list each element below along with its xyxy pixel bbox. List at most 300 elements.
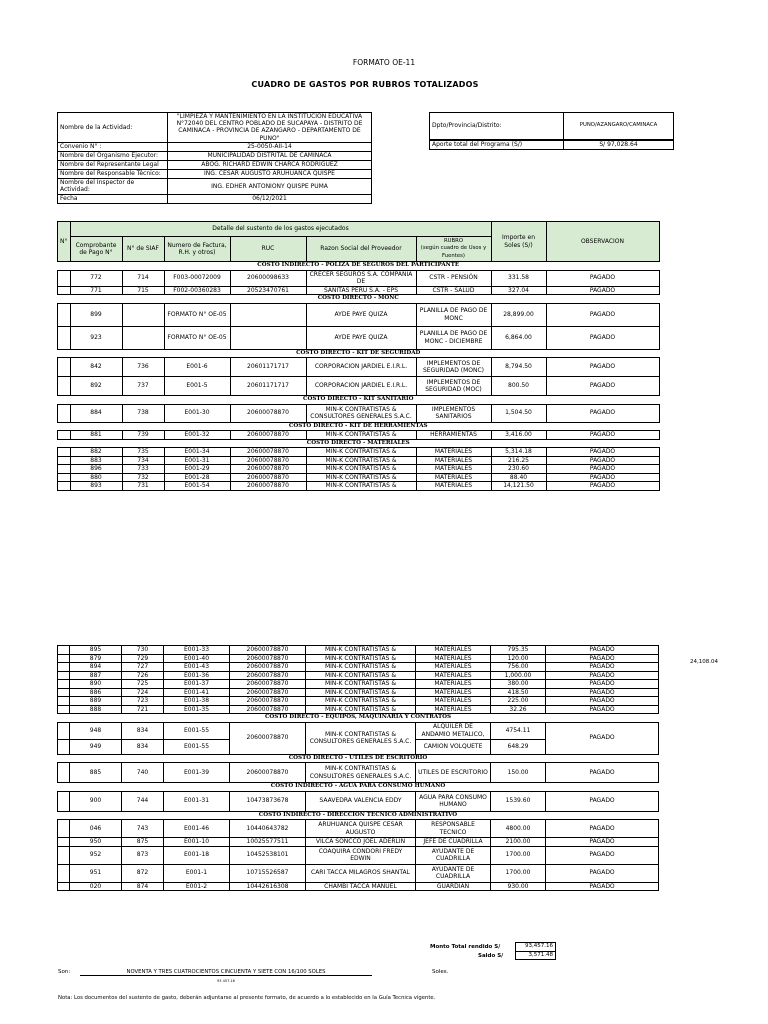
cell-importe: 14,121.50 (491, 482, 546, 491)
cell-observacion: PAGADO (546, 404, 659, 422)
section-row (58, 714, 659, 723)
cell-factura: E001-37 (164, 680, 230, 689)
table-row (58, 882, 659, 891)
cell-importe: 4754.11 (491, 722, 546, 739)
cell-factura: E001-28 (164, 473, 230, 482)
cell-importe: 380.00 (491, 680, 546, 689)
section-title: COSTO INDIRECTO - AGUA PARA CONSUMO HUMANO (58, 783, 659, 792)
table-row (58, 663, 659, 672)
cell-comprobante: 883 (70, 456, 122, 465)
cell-rubro: IMPLEMENTOS SANITARIOS (416, 404, 491, 422)
cell-observacion: PAGADO (546, 722, 659, 754)
table-row (58, 270, 660, 286)
cell-rubro: MATERIALES (416, 646, 491, 655)
cell-observacion: PAGADO (546, 663, 659, 672)
table-row (58, 722, 659, 739)
cell-factura: E001-18 (164, 846, 230, 864)
cell-ruc: 20600078870 (230, 697, 306, 706)
cell-importe: 331.58 (491, 270, 546, 286)
cell-comprobante: 900 (70, 791, 122, 811)
cell-siaf: 723 (122, 697, 164, 706)
cell-factura: E001-31 (164, 791, 230, 811)
cell-siaf: 714 (122, 270, 164, 286)
inspector-label: Nombre del Inspector de Actividad: (58, 178, 168, 194)
cell-factura: FORMATO N° OE-05 (164, 326, 230, 349)
cell-proveedor: AYDE PAYE QUIZA (306, 303, 416, 326)
cell-rubro: PLANILLA DE PAGO DE MONC - DICIEMBRE (416, 326, 491, 349)
cell-factura: E001-29 (164, 465, 230, 474)
cell-factura: E001-30 (164, 404, 230, 422)
cell-importe: 1,000.00 (491, 671, 546, 680)
section-title: COSTO INDIRECTO - DIRECCION TECNICO ADMINISTRATIVO (58, 811, 659, 820)
table-row (58, 680, 659, 689)
saldo-label: Saldo S/ (478, 953, 504, 959)
cell-ruc: 20600078870 (230, 431, 306, 440)
cell-factura: F003-00072009 (164, 270, 230, 286)
table-row (58, 646, 659, 655)
cell-ruc: 20601171717 (230, 358, 306, 377)
cell-ruc: 20600078870 (230, 646, 306, 655)
cell-proveedor: MIN-K CONTRATISTAS & (306, 654, 416, 663)
cell-rubro: RESPONSABLE TECNICO (416, 820, 491, 838)
table-row (58, 791, 659, 811)
cell-importe: 2100.00 (491, 838, 546, 847)
expenses-table-part2 (57, 645, 659, 891)
table-row (58, 654, 659, 663)
table-row (58, 482, 660, 491)
table-row (58, 846, 659, 864)
totals-table (515, 942, 556, 960)
organismo-value: MUNICIPALIDAD DISTRITAL DE CAMINACA (168, 151, 372, 160)
cell-proveedor: MIN-K CONTRATISTAS & (306, 705, 416, 714)
cell-importe: 800.50 (491, 377, 546, 396)
cell-observacion: PAGADO (546, 270, 659, 286)
cell-proveedor: MIN-K CONTRATISTAS & (306, 431, 416, 440)
cell-importe: 1700.00 (491, 846, 546, 864)
cell-rubro: AYUDANTE DE CUADRILLA (416, 864, 491, 882)
table-row (58, 820, 659, 838)
cell-rubro: MATERIALES (416, 465, 491, 474)
cell-proveedor: MIN-K CONTRATISTAS & CONSULTORES GENERALES S.A.C. (306, 404, 416, 422)
cell-comprobante: 948 (70, 722, 122, 739)
cell-siaf: 738 (122, 404, 164, 422)
section-row (58, 295, 660, 304)
cell-proveedor: SANITAS PERU S.A. - EPS (306, 286, 416, 295)
formato-code: FORMATO OE-11 (352, 58, 416, 67)
cell-siaf: 733 (122, 465, 164, 474)
cell-siaf: 731 (122, 482, 164, 491)
cell-proveedor: VILCA SONCCO JOEL ADERLIN (306, 838, 416, 847)
cell-comprobante: 950 (70, 838, 122, 847)
cell-factura: E001-35 (164, 705, 230, 714)
cell-comprobante: 842 (70, 358, 122, 377)
cell-ruc: 10473873678 (230, 791, 306, 811)
section-row (58, 262, 660, 271)
info-row-responsable (58, 169, 372, 178)
cell-rubro: MATERIALES (416, 448, 491, 457)
cell-ruc (230, 326, 306, 349)
cell-comprobante: 895 (70, 646, 122, 655)
cell-ruc: 20600078870 (230, 465, 306, 474)
cell-siaf: 744 (122, 791, 164, 811)
monto-total-value: 93,457.16 (516, 943, 556, 952)
actividad-value: "LIMPIEZA Y MANTENIMIENTO EN LA INSTITUCION EDUCATIVA N°72040 DEL CENTRO POBLADO DE SUCAPAYA - DISTRITO DE CAMINACA - PROVINCIA DE AZANGARO - DEPARTAMENTO DE PUNO" (168, 113, 372, 143)
cell-ruc: 20600078870 (230, 482, 306, 491)
section-row (58, 422, 660, 431)
cell-ruc: 20600078870 (230, 722, 306, 754)
son-value: NOVENTA Y TRES CUATROCIENTOS CINCUENTA Y SIETE CON 16/100 SOLES (80, 969, 372, 976)
cell-importe: 4800.00 (491, 820, 546, 838)
header-detalle: Detalle del sustento de los gastos ejecutados (70, 222, 491, 237)
cell-ruc: 20600078870 (230, 688, 306, 697)
cell-ruc: 20600078870 (230, 663, 306, 672)
cell-importe: 418.50 (491, 688, 546, 697)
cell-siaf: 729 (122, 654, 164, 663)
cell-observacion: PAGADO (546, 838, 659, 847)
cell-factura: E001-34 (164, 448, 230, 457)
convenio-label: Convenio N° : (58, 142, 168, 151)
cell-ruc: 10442616308 (230, 882, 306, 891)
cell-siaf: 724 (122, 688, 164, 697)
section-title: COSTO DIRECTO - EQUIPOS, MAQUINARIA Y CONTRATOS (58, 714, 659, 723)
cell-siaf: 735 (122, 448, 164, 457)
cell-rubro: UTILES DE ESCRITORIO (416, 763, 491, 783)
cell-observacion: PAGADO (546, 303, 659, 326)
cell-siaf: 715 (122, 286, 164, 295)
cell-comprobante: 890 (70, 680, 122, 689)
cell-proveedor: MIN-K CONTRATISTAS & (306, 646, 416, 655)
cell-comprobante: 951 (70, 864, 122, 882)
cell-importe: 225.00 (491, 697, 546, 706)
representante-value: ABOG. RICHARD EDWIN CHARCA RODRIGUEZ (168, 160, 372, 169)
cell-factura: E001-32 (164, 431, 230, 440)
section-title: COSTO DIRECTO - UTILES DE ESCRITORIO (58, 754, 659, 763)
info-row-fecha (58, 194, 372, 203)
cell-siaf (122, 303, 164, 326)
cell-observacion: PAGADO (546, 448, 659, 457)
cell-siaf: 834 (122, 739, 164, 754)
cell-rubro: MATERIALES (416, 482, 491, 491)
table-row (58, 705, 659, 714)
section-title: COSTO DIRECTO - MATERIALES (58, 439, 660, 448)
cell-observacion: PAGADO (546, 791, 659, 811)
cell-siaf: 734 (122, 456, 164, 465)
cell-proveedor: MIN-K CONTRATISTAS & (306, 456, 416, 465)
cell-comprobante: 880 (70, 473, 122, 482)
table-row (58, 763, 659, 783)
table-row (58, 838, 659, 847)
section-title: COSTO DIRECTO - MONC (58, 295, 660, 304)
table-row (58, 465, 660, 474)
cell-observacion: PAGADO (546, 864, 659, 882)
cell-importe: 230.60 (491, 465, 546, 474)
cell-rubro: MATERIALES (416, 663, 491, 672)
cell-rubro: MATERIALES (416, 705, 491, 714)
info-row-organismo (58, 151, 372, 160)
cell-proveedor: MIN-K CONTRATISTAS & (306, 671, 416, 680)
table-row (58, 671, 659, 680)
table-row (58, 377, 660, 396)
section-row (58, 783, 659, 792)
info-row-representante (58, 160, 372, 169)
cell-ruc: 20600078870 (230, 680, 306, 689)
convenio-value: 25-0050-AII-14 (168, 142, 372, 151)
cell-siaf: 721 (122, 705, 164, 714)
cell-factura: E001-54 (164, 482, 230, 491)
table-row (58, 326, 660, 349)
cell-comprobante: 894 (70, 663, 122, 672)
cell-importe: 150.00 (491, 763, 546, 783)
cell-ruc: 10440643782 (230, 820, 306, 838)
cell-proveedor: CARI TACCA MILAGROS SHANTAL (306, 864, 416, 882)
cell-comprobante: 952 (70, 846, 122, 864)
cell-factura: E001-43 (164, 663, 230, 672)
cell-factura: E001-36 (164, 671, 230, 680)
saldo-value: 3,571.48 (516, 951, 556, 960)
cell-siaf: 874 (122, 882, 164, 891)
aporte-value: S/ 97,028.64 (564, 141, 674, 150)
cell-observacion: PAGADO (546, 358, 659, 377)
cell-siaf: 727 (122, 663, 164, 672)
son-small-amount: 93 457.16 (217, 979, 235, 983)
cell-comprobante: 772 (70, 270, 122, 286)
cell-importe: 795.35 (491, 646, 546, 655)
footer-note: Nota: Los documentos del sustento de gasto, deberán adjuntarse al presente formato, de acuerdo a lo establecido en la Guía Tecnica vigente. (58, 995, 436, 1001)
cell-importe: 216.25 (491, 456, 546, 465)
cell-comprobante: 771 (70, 286, 122, 295)
cell-observacion: PAGADO (546, 820, 659, 838)
cell-observacion: PAGADO (546, 654, 659, 663)
cell-ruc: 20600078870 (230, 448, 306, 457)
cell-factura: E001-31 (164, 456, 230, 465)
header-observacion: OBSERVACION (546, 222, 659, 262)
cell-rubro: MATERIALES (416, 456, 491, 465)
header-siaf: N° de SIAF (122, 237, 164, 262)
cell-siaf: 743 (122, 820, 164, 838)
page-title: CUADRO DE GASTOS POR RUBROS TOTALIZADOS (251, 80, 479, 89)
cell-rubro: GUARDIAN (416, 882, 491, 891)
cell-factura: E001-46 (164, 820, 230, 838)
cell-factura: E001-6 (164, 358, 230, 377)
cell-proveedor: MIN-K CONTRATISTAS & (306, 465, 416, 474)
cell-factura: E001-55 (164, 722, 230, 739)
table-row (58, 358, 660, 377)
cell-rubro: CAMION VOLQUETE (416, 739, 491, 754)
dpto-value: PUNO/AZANGARO/CAMINACA (564, 113, 674, 140)
cell-rubro: HERRAMIENTAS (416, 431, 491, 440)
cell-observacion: PAGADO (546, 326, 659, 349)
representante-label: Nombre del Representante Legal (58, 160, 168, 169)
table-row (58, 688, 659, 697)
cell-importe: 6,864.00 (491, 326, 546, 349)
cell-siaf (122, 326, 164, 349)
cell-factura: E001-1 (164, 864, 230, 882)
cell-observacion: PAGADO (546, 431, 659, 440)
cell-siaf: 872 (122, 864, 164, 882)
cell-rubro: MATERIALES (416, 671, 491, 680)
son-label: Son: (58, 969, 71, 975)
expenses-table-part1 (57, 221, 660, 491)
cell-proveedor: CORPORACION JARDIEL E.I.R.L. (306, 358, 416, 377)
table-row (58, 286, 660, 295)
cell-importe: 32.26 (491, 705, 546, 714)
cell-importe: 1539.60 (491, 791, 546, 811)
cell-siaf: 725 (122, 680, 164, 689)
header-rubro-label: RUBRO (443, 237, 464, 244)
cell-proveedor: MIN-K CONTRATISTAS & CONSULTORES GENERALES S.A.C. (306, 763, 416, 783)
cell-ruc: 20601171717 (230, 377, 306, 396)
cell-importe: 756.00 (491, 663, 546, 672)
cell-ruc: 20600078870 (230, 763, 306, 783)
cell-observacion: PAGADO (546, 482, 659, 491)
cell-observacion: PAGADO (546, 377, 659, 396)
cell-ruc: 20600078870 (230, 705, 306, 714)
location-table (429, 112, 674, 140)
actividad-label: Nombre de la Actividad: (58, 113, 168, 143)
responsable-label: Nombre del Responsable Técnico: (58, 169, 168, 178)
table-row (58, 456, 660, 465)
section-title: COSTO DIRECTO - KIT DE SEGURIDAD (58, 349, 660, 358)
cell-rubro: CSTR - PENSIÓN (416, 270, 491, 286)
header-ruc: RUC (230, 237, 306, 262)
aporte-label: Aporte total del Programa (S/) (430, 141, 564, 150)
soles-label: Soles. (432, 969, 449, 975)
cell-observacion: PAGADO (546, 465, 659, 474)
section-row (58, 396, 660, 405)
cell-importe: 648.29 (491, 739, 546, 754)
cell-rubro: PLANILLA DE PAGO DE MONC (416, 303, 491, 326)
cell-comprobante: 884 (70, 404, 122, 422)
organismo-label: Nombre del Organismo Ejecutor: (58, 151, 168, 160)
header-rubro (416, 237, 491, 262)
cell-comprobante: 879 (70, 654, 122, 663)
cell-siaf: 726 (122, 671, 164, 680)
table-row (58, 404, 660, 422)
header-importe: Importe en Soles (S/) (491, 222, 546, 262)
cell-importe: 5,314.18 (491, 448, 546, 457)
cell-rubro: ALQUILER DE ANDAMIO METALICO, (416, 722, 491, 739)
cell-observacion: PAGADO (546, 286, 659, 295)
cell-rubro: CSTR - SALUD (416, 286, 491, 295)
cell-factura: E001-39 (164, 763, 230, 783)
cell-factura: E001-33 (164, 646, 230, 655)
cell-proveedor: MIN-K CONTRATISTAS & (306, 688, 416, 697)
table-row (58, 697, 659, 706)
cell-siaf: 732 (122, 473, 164, 482)
cell-rubro: MATERIALES (416, 680, 491, 689)
cell-observacion: PAGADO (546, 646, 659, 655)
cell-proveedor: MIN-K CONTRATISTAS & (306, 663, 416, 672)
info-row-inspector (58, 178, 372, 194)
cell-siaf: 875 (122, 838, 164, 847)
cell-proveedor: CHAMBI TACCA MANUEL (306, 882, 416, 891)
info-row-convenio (58, 142, 372, 151)
monto-total-label: Monto Total rendido S/ (430, 944, 501, 950)
cell-factura: FORMATO N° OE-05 (164, 303, 230, 326)
table-header-row (58, 222, 660, 237)
section-row (58, 439, 660, 448)
cell-importe: 8,794.50 (491, 358, 546, 377)
aporte-table (429, 140, 674, 150)
cell-proveedor: MIN-K CONTRATISTAS & CONSULTORES GENERALES S.A.C. (306, 722, 416, 754)
cell-proveedor: ARUHUANCA QUISPE CESAR AUGUSTO (306, 820, 416, 838)
cell-proveedor: AYDE PAYE QUIZA (306, 326, 416, 349)
cell-comprobante: 020 (70, 882, 122, 891)
cell-observacion: PAGADO (546, 671, 659, 680)
cell-importe: 3,416.00 (491, 431, 546, 440)
header-razon: Razon Social del Proveedor (306, 237, 416, 262)
activity-info-table (57, 112, 372, 204)
cell-importe: 1700.00 (491, 864, 546, 882)
header-rubro-sub: (según cuadro de Usos y Fuentes) (420, 245, 487, 259)
cell-siaf: 736 (122, 358, 164, 377)
cell-importe: 120.00 (491, 654, 546, 663)
cell-comprobante: 923 (70, 326, 122, 349)
cell-siaf: 737 (122, 377, 164, 396)
info-row-actividad (58, 113, 372, 143)
cell-importe: 930.00 (491, 882, 546, 891)
cell-rubro: AYUDANTE DE CUADRILLA (416, 846, 491, 864)
cell-rubro: MATERIALES (416, 697, 491, 706)
cell-rubro: AGUA PARA CONSUMO HUMANO (416, 791, 491, 811)
inspector-value: ING. EDHER ANTONIONY QUISPE PUMA (168, 178, 372, 194)
cell-observacion: PAGADO (546, 882, 659, 891)
cell-observacion: PAGADO (546, 473, 659, 482)
cell-comprobante: 888 (70, 705, 122, 714)
cell-siaf: 730 (122, 646, 164, 655)
cell-observacion: PAGADO (546, 456, 659, 465)
cell-siaf: 834 (122, 722, 164, 739)
cell-ruc: 20600098633 (230, 270, 306, 286)
cell-observacion: PAGADO (546, 688, 659, 697)
cell-comprobante: 896 (70, 465, 122, 474)
cell-factura: E001-2 (164, 882, 230, 891)
section-title: COSTO INDIRECTO - POLIZA DE SEGUROS DEL PARTICIPANTE (58, 262, 660, 271)
cell-ruc: 20523470761 (230, 286, 306, 295)
cell-ruc: 20600078870 (230, 404, 306, 422)
cell-proveedor: MIN-K CONTRATISTAS & (306, 448, 416, 457)
cell-factura: E001-10 (164, 838, 230, 847)
cell-comprobante: 887 (70, 671, 122, 680)
table-row (58, 864, 659, 882)
section-title: COSTO DIRECTO - KIT DE HERRAMIENTAS (58, 422, 660, 431)
cell-siaf: 739 (122, 431, 164, 440)
cell-rubro: JEFE DE CUADRILLA (416, 838, 491, 847)
cell-observacion: PAGADO (546, 697, 659, 706)
cell-ruc (230, 303, 306, 326)
dpto-label: Dpto/Provincia/Distrito: (430, 113, 564, 140)
section-row (58, 349, 660, 358)
cell-factura: E001-38 (164, 697, 230, 706)
table-row (58, 473, 660, 482)
cell-proveedor: MIN-K CONTRATISTAS & (306, 697, 416, 706)
table-row (58, 431, 660, 440)
cell-comprobante: 899 (70, 303, 122, 326)
cell-proveedor: COAQUIRA CONDORI FREDY EDWIN (306, 846, 416, 864)
cell-comprobante: 882 (70, 448, 122, 457)
cell-comprobante: 892 (70, 377, 122, 396)
section-row (58, 754, 659, 763)
cell-ruc: 20600078870 (230, 456, 306, 465)
table-row (58, 303, 660, 326)
responsable-value: ING. CESAR AUGUSTO ARUHUANCA QUISPE (168, 169, 372, 178)
cell-rubro: MATERIALES (416, 654, 491, 663)
cell-factura: F002-00360283 (164, 286, 230, 295)
cell-comprobante: 893 (70, 482, 122, 491)
cell-observacion: PAGADO (546, 763, 659, 783)
cell-rubro: MATERIALES (416, 473, 491, 482)
cell-proveedor: CRECER SEGUROS S.A. COMPAÑIA DE (306, 270, 416, 286)
